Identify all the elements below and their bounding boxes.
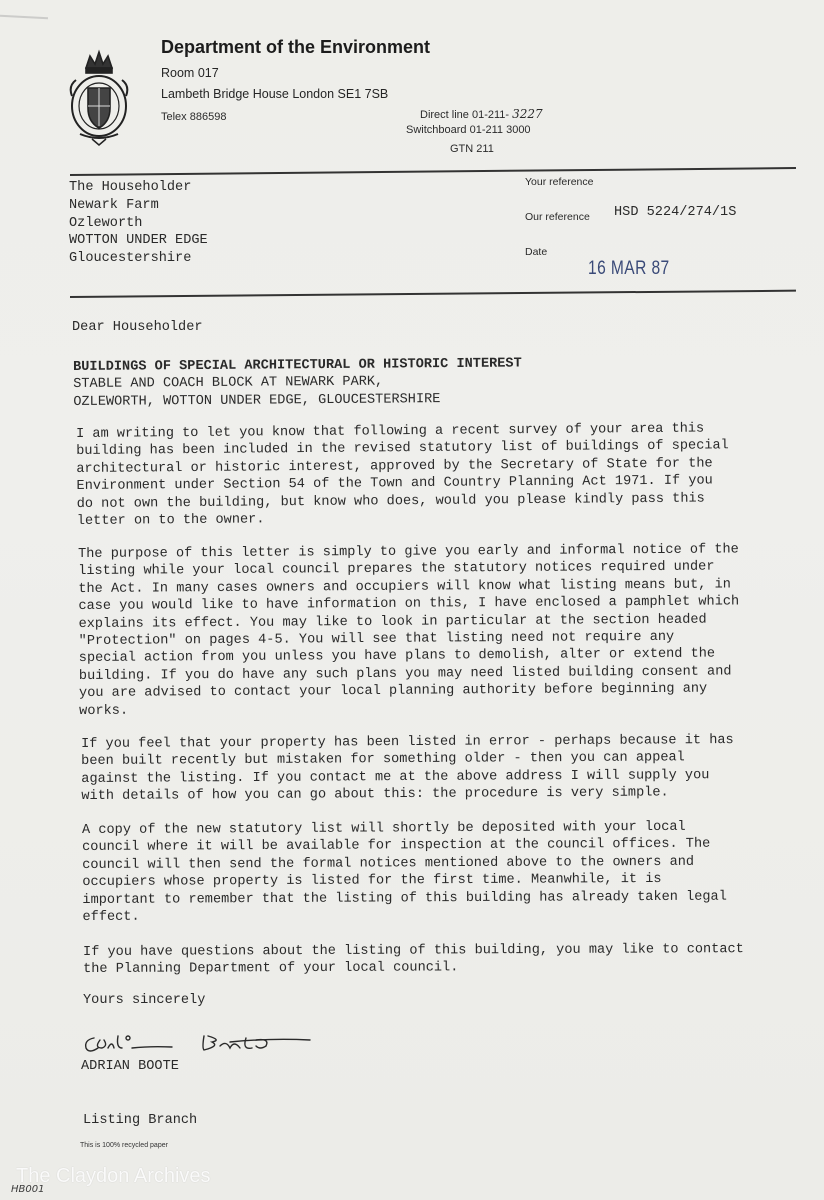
telex-number: Telex 886598 <box>161 111 227 123</box>
recipient-line: The Householder <box>69 180 192 195</box>
paragraph-line: with details of how you can go about this: the procedure is very simple. <box>81 785 669 805</box>
subject-line: STABLE AND COACH BLOCK AT NEWARK PARK, <box>73 374 384 393</box>
paragraph-questions <box>83 941 744 979</box>
royal-crest-icon <box>66 46 132 146</box>
header-divider-bottom <box>70 290 796 298</box>
recipient-line: Ozleworth <box>69 216 143 231</box>
paragraph-line: explains its effect. You may like to look in particular at the section headed <box>78 612 707 632</box>
branch-name: Listing Branch <box>83 1113 198 1128</box>
paragraph-line: A copy of the new statutory list will shortly be deposited with your local <box>82 819 686 838</box>
subject-heading <box>73 355 522 411</box>
paragraph-line: If you have questions about the listing of this building, you may like to contact <box>83 942 744 960</box>
paragraph-line: important to remember that the listing of this building has already taken legal <box>82 889 727 908</box>
paragraph-line: works. <box>79 703 129 719</box>
paragraph-line: you are advised to contact your local planning authority before beginning any <box>78 681 708 702</box>
handwritten-signature <box>80 1026 315 1060</box>
paragraph-line: special action from you unless you have plans to demolish, alter or extend the <box>78 646 716 667</box>
header-divider-top <box>70 167 796 176</box>
paper-fold-mark <box>0 15 48 20</box>
paragraph-line: Environment under Section 54 of the Town and Country Planning Act 1971. If you <box>76 473 713 495</box>
date-label: Date <box>525 246 548 258</box>
paragraph-line: architectural or historic interest, approved by the Secretary of State for the <box>76 456 713 477</box>
paragraph-line: case you would like to have information on this, I have enclosed a pamphlet which <box>78 594 740 615</box>
paragraph-line: The purpose of this letter is simply to give you early and informal notice of the <box>78 542 739 562</box>
your-reference-label: Your reference <box>525 176 594 188</box>
gtn-number: GTN 211 <box>450 143 494 155</box>
recipient-line: WOTTON UNDER EDGE <box>69 233 208 248</box>
signatory-name: ADRIAN BOOTE <box>81 1059 179 1074</box>
paragraph-line: the Planning Department of your local council. <box>83 960 459 978</box>
paragraph-line: the Act. In many cases owners and occupiers will know what listing means but, in <box>78 577 731 597</box>
subject-line: BUILDINGS OF SPECIAL ARCHITECTURAL OR HISTORIC INTEREST <box>73 356 522 375</box>
paragraph-line: building has been included in the revised statutory list of buildings of special <box>76 438 729 460</box>
paragraph-line: listing while your local council prepares the statutory notices required under <box>78 559 715 580</box>
paragraph-line: occupiers whose property is listed for the first time. Meanwhile, it is <box>82 872 662 891</box>
paragraph-line: council where it will be available for inspection at the council offices. The <box>82 837 711 856</box>
handwritten-file-code: HB001 <box>11 1184 45 1195</box>
subject-line: OZLEWORTH, WOTTON UNDER EDGE, GLOUCESTERSHIRE <box>73 391 441 410</box>
paragraph-survey-notice <box>76 420 729 530</box>
paragraph-line: letter on to the owner. <box>76 512 265 529</box>
recipient-line: Gloucestershire <box>69 251 192 266</box>
date-stamp: 16 MAR 87 <box>588 258 670 279</box>
paragraph-line: I am writing to let you know that following a recent survey of your area this <box>76 421 705 442</box>
paragraph-line: been built recently but mistaken for something older - then you can appeal <box>81 750 685 770</box>
direct-line <box>420 107 543 121</box>
recipient-line: Newark Farm <box>69 198 159 213</box>
direct-line-label: Direct line 01-211- <box>420 109 513 121</box>
salutation: Dear Householder <box>72 320 203 335</box>
department-title: Department of the Environment <box>161 37 431 57</box>
paragraph-line: against the listing. If you contact me at the above address I will supply you <box>81 767 710 787</box>
paragraph-line: council will then send the formal notices mentioned above to the owners and <box>82 854 695 873</box>
paragraph-line: do not own the building, but know who does, would you please kindly pass this <box>76 491 705 512</box>
paragraph-line: "Protection" on pages 4-5. You will see that listing need not require any <box>78 629 675 649</box>
paragraph-appeal <box>81 732 734 806</box>
archive-watermark: The Claydon Archives <box>16 1165 211 1187</box>
paragraph-line: If you feel that your property has been listed in error - perhaps because it has <box>81 733 734 752</box>
department-address: Lambeth Bridge House London SE1 7SB <box>161 87 389 101</box>
room-number: Room 017 <box>161 66 219 80</box>
recycled-paper-note: This is 100% recycled paper <box>80 1142 168 1149</box>
our-reference-value: HSD 5224/274/1S <box>614 205 737 220</box>
paragraph-purpose <box>78 541 740 720</box>
paragraph-line: effect. <box>82 909 140 925</box>
paragraph-statutory-list <box>82 819 727 927</box>
direct-line-number: 3227 <box>512 107 543 121</box>
closing: Yours sincerely <box>83 993 206 1008</box>
paragraph-line: building. If you do have any such plans you may need listed building consent and <box>78 664 732 684</box>
our-reference-label: Our reference <box>525 211 590 223</box>
switchboard-number: Switchboard 01-211 3000 <box>406 124 531 136</box>
